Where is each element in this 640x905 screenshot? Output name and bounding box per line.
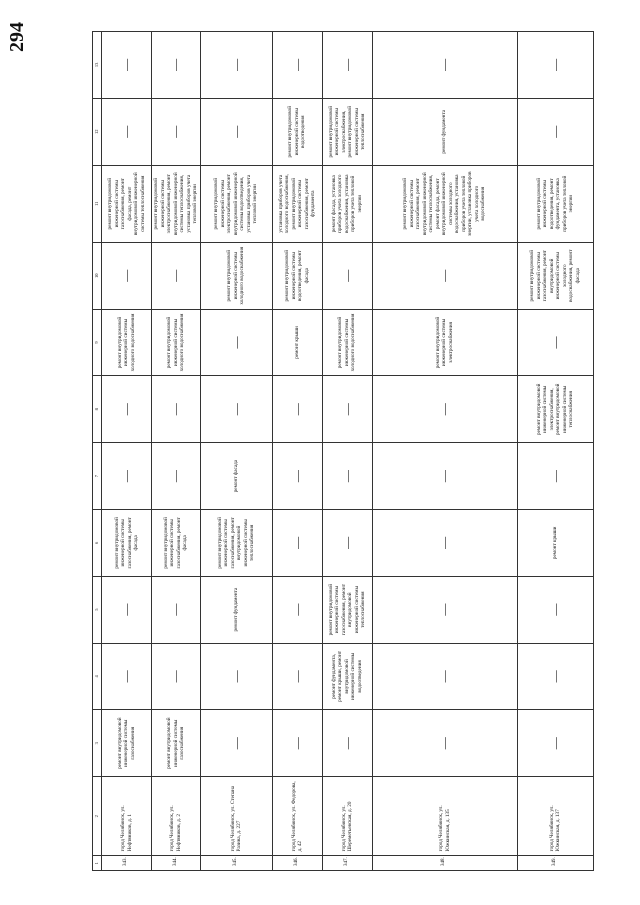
work-cell: — [322,32,372,99]
work-cell: — [517,710,593,777]
column-number: 8 [93,376,102,443]
work-cell: — [102,576,152,643]
work-cell: — [272,443,322,510]
work-cell: — [200,32,272,99]
work-cell: — [322,376,372,443]
work-cell: ремонт внутридомовой инженерной системы водоотведения, ремонт фасада [272,242,322,309]
work-cell: ремонт внутридомовой инженерной системы газоснабжения, ремонт внутридомовой инженерной системы теплоснабжения [200,509,272,576]
address-cell: город Челябинск, ул. Нефтяников, д. 2 [152,777,201,856]
work-cell: ремонт фасада, установка приборов учета холодного водоснабжения, установка приборов учета тепловой энергии [322,165,372,242]
work-cell: ремонт внутридомовой инженерной системы холодного водоснабжения [200,242,272,309]
work-cell: — [372,242,517,309]
work-cell: ремонт внутридомовой инженерной системы газоснабжения [152,710,201,777]
work-cell: — [322,443,372,510]
address-cell: город Челябинск, ул. Степана Разина, д. 227 [200,777,272,856]
work-cell: — [517,643,593,710]
column-number: 12 [93,98,102,165]
column-number: 10 [93,242,102,309]
column-number-row [93,32,102,871]
row-number: 348. [372,856,517,871]
table-row [517,32,593,871]
work-cell: — [152,32,201,99]
work-cell: — [272,576,322,643]
row-number: 347. [322,856,372,871]
work-cell: — [200,376,272,443]
work-cell: — [322,710,372,777]
column-number: 6 [93,509,102,576]
work-cell: ремонт фундамента [372,98,517,165]
work-cell: ремонт внутридомовой инженерной системы электроснабжения, ремонт внутридомовой инженерной системы теплоснабжения [322,98,372,165]
address-cell: город Челябинск, ул. Федорова, д. 42 [272,777,322,856]
address-cell: город Челябинск, ул. Шереметьевская, д. 20 [322,777,372,856]
work-cell: ремонт внутридомовой инженерной системы газоснабжения, ремонт фасада [102,509,152,576]
work-cell: — [517,576,593,643]
column-number: 1 [93,856,102,871]
work-cell: ремонт внутридомовой инженерной системы электроснабжения, ремонт внутридомовой инженерной системы водоотведения, установка приборов учета тепловой энергии [200,165,272,242]
column-number: 7 [93,443,102,510]
work-cell: — [272,509,322,576]
work-cell: — [102,32,152,99]
work-cell: — [517,98,593,165]
table-row [322,32,372,871]
work-cell: ремонт внутридомовой инженерной системы газоснабжения, ремонт фасада, ремонт внутридомовой инженерной системы теплоснабжения [102,165,152,242]
row-number: 346. [272,856,322,871]
work-cell: — [102,98,152,165]
work-cell: ремонт внутридомовой инженерной системы газоснабжения, ремонт внутридомовой инженерной системы холодного водоснабжения, ремонт фасада [517,242,593,309]
work-cell: ремонт внутридомовой инженерной системы газоснабжения, ремонт внутридомовой инженерной системы теплоснабжения, ремонт фасада, ремонт внутридомовой инженерной системы холодного водоснабжения, установка приборов учета тепловой энергии, установка приборов учета холодного водоснабжения [372,165,517,242]
page-number: 294 [6,22,28,52]
table-row [372,32,517,871]
address-cell: город Челябинск, ул. Южкинская, д. 137 [517,777,593,856]
work-cell: — [200,710,272,777]
row-number: 345. [200,856,272,871]
work-cell: — [200,643,272,710]
repair-schedule-table-wrapper [92,31,581,871]
column-number: 9 [93,309,102,376]
work-cell: — [152,98,201,165]
work-cell: — [152,576,201,643]
work-cell: — [272,643,322,710]
work-cell: — [517,309,593,376]
work-cell: — [322,242,372,309]
table-row [200,32,272,871]
work-cell: — [272,376,322,443]
table-row [102,32,152,871]
row-number: 349. [517,856,593,871]
work-cell: ремонт внутридомовой инженерной системы водоотведения, ремонт фундамента, установка приборов учета тепловой энергии [517,165,593,242]
work-cell: — [272,710,322,777]
work-cell: ремонт внутридомовой инженерной системы газоснабжения, ремонт внутридомовой инженерной системы теплоснабжения [322,576,372,643]
work-cell: ремонт внутридомовой инженерной системы газоснабжения, ремонт фасада [152,509,201,576]
work-cell: — [152,242,201,309]
work-cell: ремонт внутридомовой инженерной системы холодного водоснабжения [152,309,201,376]
column-number: 4 [93,643,102,710]
column-number: 13 [93,32,102,99]
work-cell: ремонт внутридомовой инженерной системы газоснабжения [102,710,152,777]
address-cell: город Челябинск, ул. Нефтяников, д. 1 [102,777,152,856]
work-cell: — [372,576,517,643]
work-cell: — [200,98,272,165]
work-cell: — [517,443,593,510]
work-cell: — [152,376,201,443]
work-cell: — [152,643,201,710]
work-cell: ремонт фасада [200,443,272,510]
column-number: 2 [93,777,102,856]
work-cell: — [517,32,593,99]
column-number: 11 [93,165,102,242]
work-cell: — [102,443,152,510]
work-cell: — [102,643,152,710]
work-cell: — [372,710,517,777]
work-cell: — [372,32,517,99]
work-cell: — [372,509,517,576]
work-cell: — [372,376,517,443]
column-number: 3 [93,710,102,777]
work-cell: ремонт внутридомовой инженерной системы холодного водоснабжения [322,309,372,376]
work-cell: ремонт внутридомовой инженерной системы холодного водоснабжения [102,309,152,376]
work-cell: ремонт фундамента, ремонт крыши, ремонт внутридомовой инженерной системы водоотведения [322,643,372,710]
work-cell: — [152,443,201,510]
row-number: 343. [102,856,152,871]
table-row [152,32,201,871]
row-number: 344. [152,856,201,871]
work-cell: установка приборов учета холодного водоснабжения, ремонт внутридомовой инженерной системы газоснабжения, ремонт фундамента [272,165,322,242]
work-cell: ремонт внутридомовой инженерной системы водоотведения [272,98,322,165]
table-body [93,32,594,871]
work-cell: ремонт крыши [517,509,593,576]
work-cell: — [372,643,517,710]
work-cell: — [200,309,272,376]
repair-schedule-table [92,31,594,871]
work-cell: — [322,509,372,576]
column-number: 5 [93,576,102,643]
work-cell: — [272,32,322,99]
work-cell: ремонт внутридомовой инженерной системы электроснабжения, ремонт внутридомовой инженерной системы теплоснабжения [517,376,593,443]
work-cell: ремонт фундамента [200,576,272,643]
address-cell: город Челябинск, ул. Южкинская, д. 135 [372,777,517,856]
work-cell: — [372,443,517,510]
work-cell: ремонт внутридомовой инженерной системы электроснабжения [372,309,517,376]
work-cell: — [102,242,152,309]
work-cell: ремонт внутридомовой инженерной системы электроснабжения, ремонт внутридомовой инженерной системы теплоснабжения, установка приборов учета тепловой энергии [152,165,201,242]
table-row [272,32,322,871]
work-cell: ремонт крыши [272,309,322,376]
work-cell: — [102,376,152,443]
